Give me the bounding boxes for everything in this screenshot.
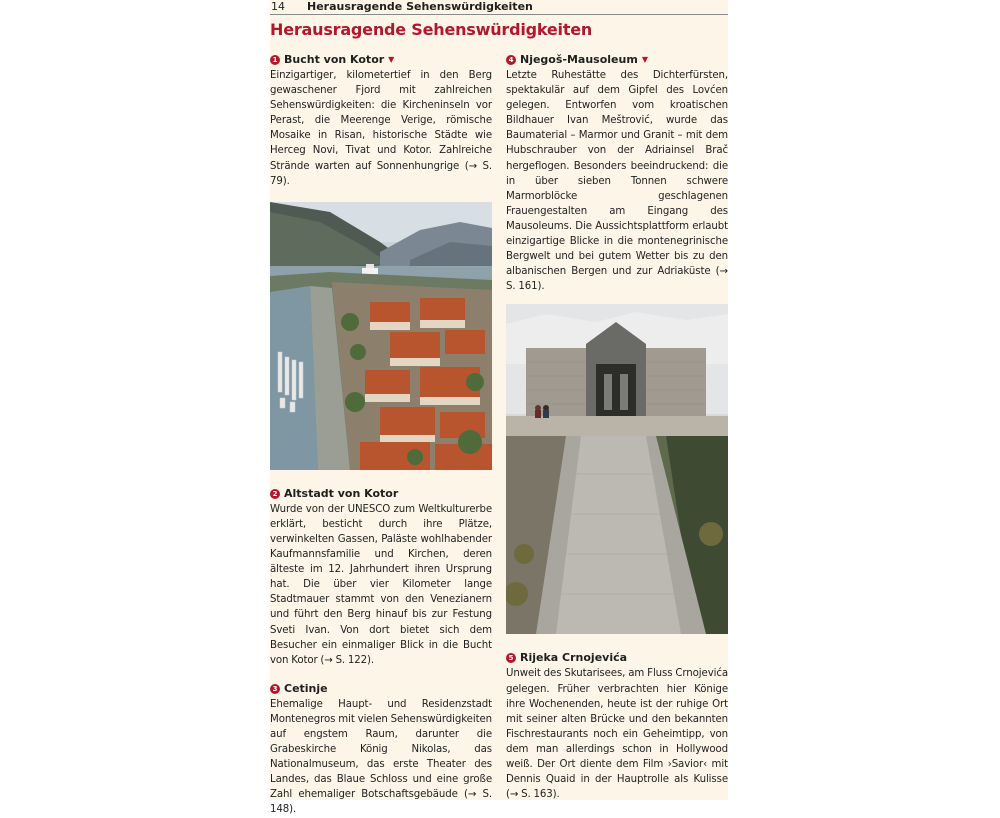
left-column: [270, 52, 492, 818]
section-heading: [270, 681, 492, 697]
section-text: Letzte Ruhestätte des Dichterfürsten, spektakulär auf dem Gipfel des Lovćen gelegen. Entworfen vom kroatischen Bildhauer Ivan Meštrović, wurde das Baumaterial – Marmor und Granit – mit dem Hubschrauber von der Adriainsel Brač hergeflogen. Besonders beeindruckend: die in über sieben Tonnen schwere Marmorblöcke geschlagenen Frauengestalten am Eingang des Mausoleums. Die Aussichtsplattform erlaubt einzigartige Blicke in die montenegrinische Bergwelt und bei gutem Wetter bis zu den albanischen Bergen und zur Adriaküste (→ S. 161).: [506, 70, 728, 293]
section-heading: [506, 650, 728, 666]
section-title: Bucht von Kotor: [284, 53, 385, 66]
guidebook-page: [270, 0, 728, 816]
section-njegos-mausoleum: [506, 52, 728, 294]
right-column: [506, 52, 728, 802]
section-text: Ehemalige Haupt- und Residenzstadt Montenegros mit vielen Sehenswürdigkeiten auf engstem Raum, darunter die Grabeskirche König Nikolas, das Nationalmuseum, das erste Theater des Landes, das Blaue Schloss und eine große Zahl ehemaliger Botschaftsgebäude (→ S. 148).: [270, 698, 492, 816]
section-number-badge: 1: [270, 55, 280, 65]
photo-njegos-mausoleum: [506, 304, 728, 634]
page-number: 14: [271, 0, 285, 13]
highlight-marker-icon: ▼: [388, 55, 395, 64]
section-title: Altstadt von Kotor: [284, 486, 399, 500]
section-title: Cetinje: [284, 681, 328, 695]
section-text: Einzigartiger, kilometertief in den Berg gewaschener Fjord mit zahlreichen Sehenswürdigkeiten: die Kircheninseln vor Perast, die Meerenge Verige, römische Mosaike in Risan, historische Städte wie Herceg Novi, Tivat und Kotor. Zahlreiche Strände warten auf Sonnenhungrige (→ S. 79).: [270, 70, 492, 187]
mausoleum-illustration: [506, 304, 728, 634]
section-number-badge: 2: [270, 489, 280, 499]
kotor-bay-illustration: [270, 202, 492, 470]
section-heading: [270, 52, 492, 68]
section-altstadt-von-kotor: [270, 486, 492, 668]
section-text: Wurde von der UNESCO zum Weltkulturerbe erklärt, besticht durch ihre Plätze, verwinkelten Gassen, Paläste wohlhabender Kaufmannsfamilie und Kirchen, deren älteste im 12. Jahrhundert ihren Ursprung hat. Die über vier Kilometer lange Stadtmauer stammt von den Venezianern und führt den Berg hinauf bis zur Festung Sveti Ivan. Von dort bietet sich dem Besucher ein einmaliger Blick in die Bucht von Kotor (→ S. 122).: [270, 503, 492, 666]
section-number-badge: 4: [506, 55, 516, 65]
photo-kotor-bay: [270, 202, 492, 470]
section-title: Njegoš-Mausoleum: [520, 53, 638, 66]
section-title: Rijeka Crnojevića: [520, 651, 628, 665]
highlight-marker-icon: ▼: [641, 55, 648, 64]
section-heading: [506, 52, 728, 68]
running-head-title: Herausragende Sehenswürdigkeiten: [307, 0, 533, 13]
section-cetinje: [270, 681, 492, 818]
section-bucht-von-kotor: [270, 52, 492, 189]
section-text: Unweit des Skutarisees, am Fluss Crnojevića gelegen. Früher verbrachten hier Könige ihre Wochenenden, heute ist der ruhige Ort mit seiner alten Brücke und den bekannten Fischrestaurants noch ein Geheimtipp, von dem man allerdings schon in Hollywood weiß. Der Ort diente dem Film ›Savior‹ mit Dennis Quaid in der Hauptrolle als Kulisse (→ S. 163).: [506, 668, 728, 801]
section-heading: [270, 486, 492, 502]
section-rijeka-crnojevica: [506, 650, 728, 802]
running-head: [270, 0, 728, 15]
page-title: Herausragende Sehenswürdigkeiten: [270, 20, 593, 39]
section-number-badge: 3: [270, 684, 280, 694]
section-number-badge: 5: [506, 653, 516, 663]
